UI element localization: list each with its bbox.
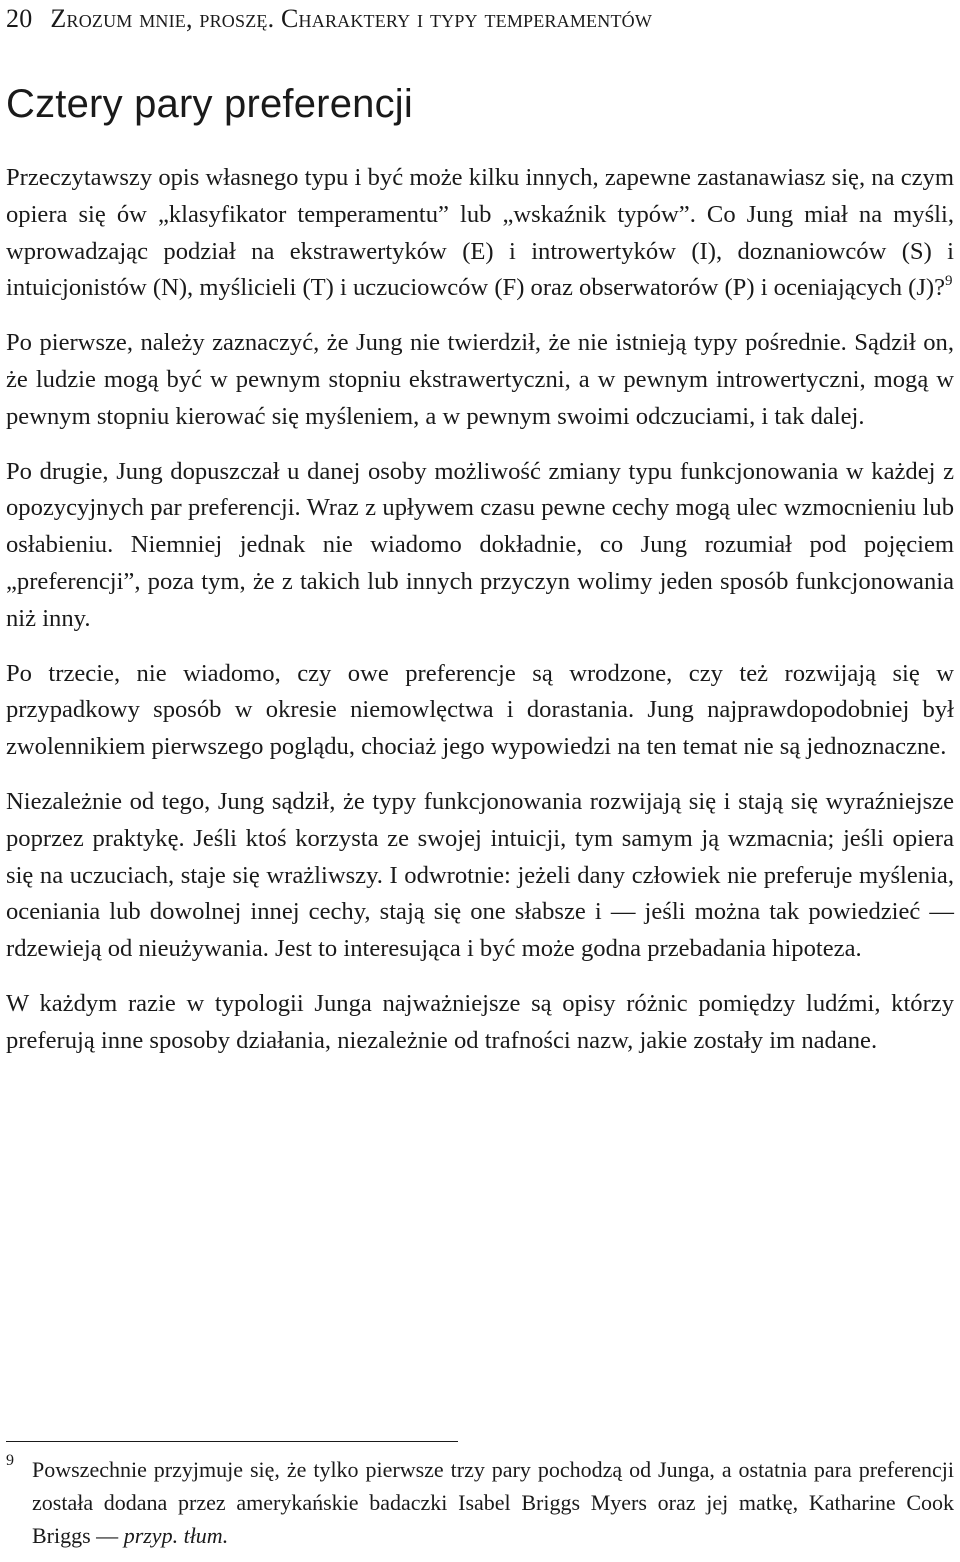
paragraph-1 bbox=[6, 160, 954, 307]
footnote bbox=[6, 1453, 954, 1552]
footnote-divider bbox=[6, 1441, 458, 1442]
paragraph-3: Po drugie, Jung dopuszczał u danej osoby możliwość zmiany typu funkcjonowania w każdej z opozycyjnych par preferencji. Wraz z upływem czasu pewne cechy mogą ulec wzmocnieniu lub osłabieniu. Niemniej jednak nie wiadomo dokładnie, co Jung rozumiał pod pojęciem „preferencji”, poza tym, że z takich lub innych przyczyn wolimy jeden sposób funkcjonowania niż inny. bbox=[6, 457, 954, 632]
paragraph-1-text: Przeczytawszy opis własnego typu i być może kilku innych, zapewne zastanawiasz się, na czym opiera się ów „klasyfikator temperamentu” lub „wskaźnik typów”. Co Jung miał na myśli, wprowadzając podział na ekstrawertyków (E) i introwertyków (I), doznaniowców (S) i intuicjonistów (N), myślicieli (T) i uczuciowców (F) oraz obserwatorów (P) i oceniających (J)? bbox=[6, 164, 954, 302]
paragraph-6: W każdym razie w typologii Junga najważniejsze są opisy różnic pomiędzy ludźmi, którzy preferują inne sposoby działania, niezależnie od trafności nazw, jakie zostały im nadane. bbox=[6, 989, 954, 1054]
section-title: Cztery pary preferencji bbox=[6, 82, 413, 126]
footnote-text: Powszechnie przyjmuje się, że tylko pierwsze trzy pary pochodzą od Junga, a ostatnia para preferencji została dodana przez amerykańskie badaczki Isabel Briggs Myers oraz jej matkę, Katharine Cook Briggs — bbox=[32, 1457, 954, 1548]
running-title: Zrozum mnie, proszę. Charaktery i typy temperamentów bbox=[50, 4, 653, 33]
running-header bbox=[6, 4, 652, 34]
page-number: 20 bbox=[6, 4, 33, 33]
paragraph-5: Niezależnie od tego, Jung sądził, że typy funkcjonowania rozwijają się i stają się wyraźniejsze poprzez praktykę. Jeśli ktoś korzysta ze swojej intuicji, tym samym ją wzmacnia; jeśli opiera się na uczuciach, staje się wrażliwszy. I odwrotnie: jeżeli dany człowiek nie preferuje myślenia, oceniania lub dowolnej innej cechy, stają się one słabsze i — jeśli można tak powiedzieć — rdzewieją od nieużywania. Jest to interesująca i być może godna przebadania hipoteza. bbox=[6, 787, 954, 963]
footnote-body bbox=[32, 1453, 954, 1552]
paragraph-4: Po trzecie, nie wiadomo, czy owe preferencje są wrodzone, czy też rozwijają się w przypadkowy sposób w okresie niemowlęctwa i dorastania. Jung najprawdopodobniej był zwolennikiem pierwszego poglądu, chociaż jego wypowiedzi na ten temat nie są jednoznaczne. bbox=[6, 659, 954, 761]
footnote-reference[interactable]: 9 bbox=[945, 273, 953, 290]
footnote-attribution: przyp. tłum. bbox=[123, 1523, 229, 1548]
footnote-mark: 9 bbox=[6, 1452, 14, 1469]
body-text bbox=[6, 160, 954, 1078]
paragraph-2: Po pierwsze, należy zaznaczyć, że Jung nie twierdził, że nie istnieją typy pośrednie. Sądził on, że ludzie mogą być w pewnym stopniu ekstrawertyczni, a w pewnym introwertyczni, mogą w pewnym stopniu kierować się myśleniem, a w pewnym swoimi odczuciami, i tak dalej. bbox=[6, 329, 954, 430]
